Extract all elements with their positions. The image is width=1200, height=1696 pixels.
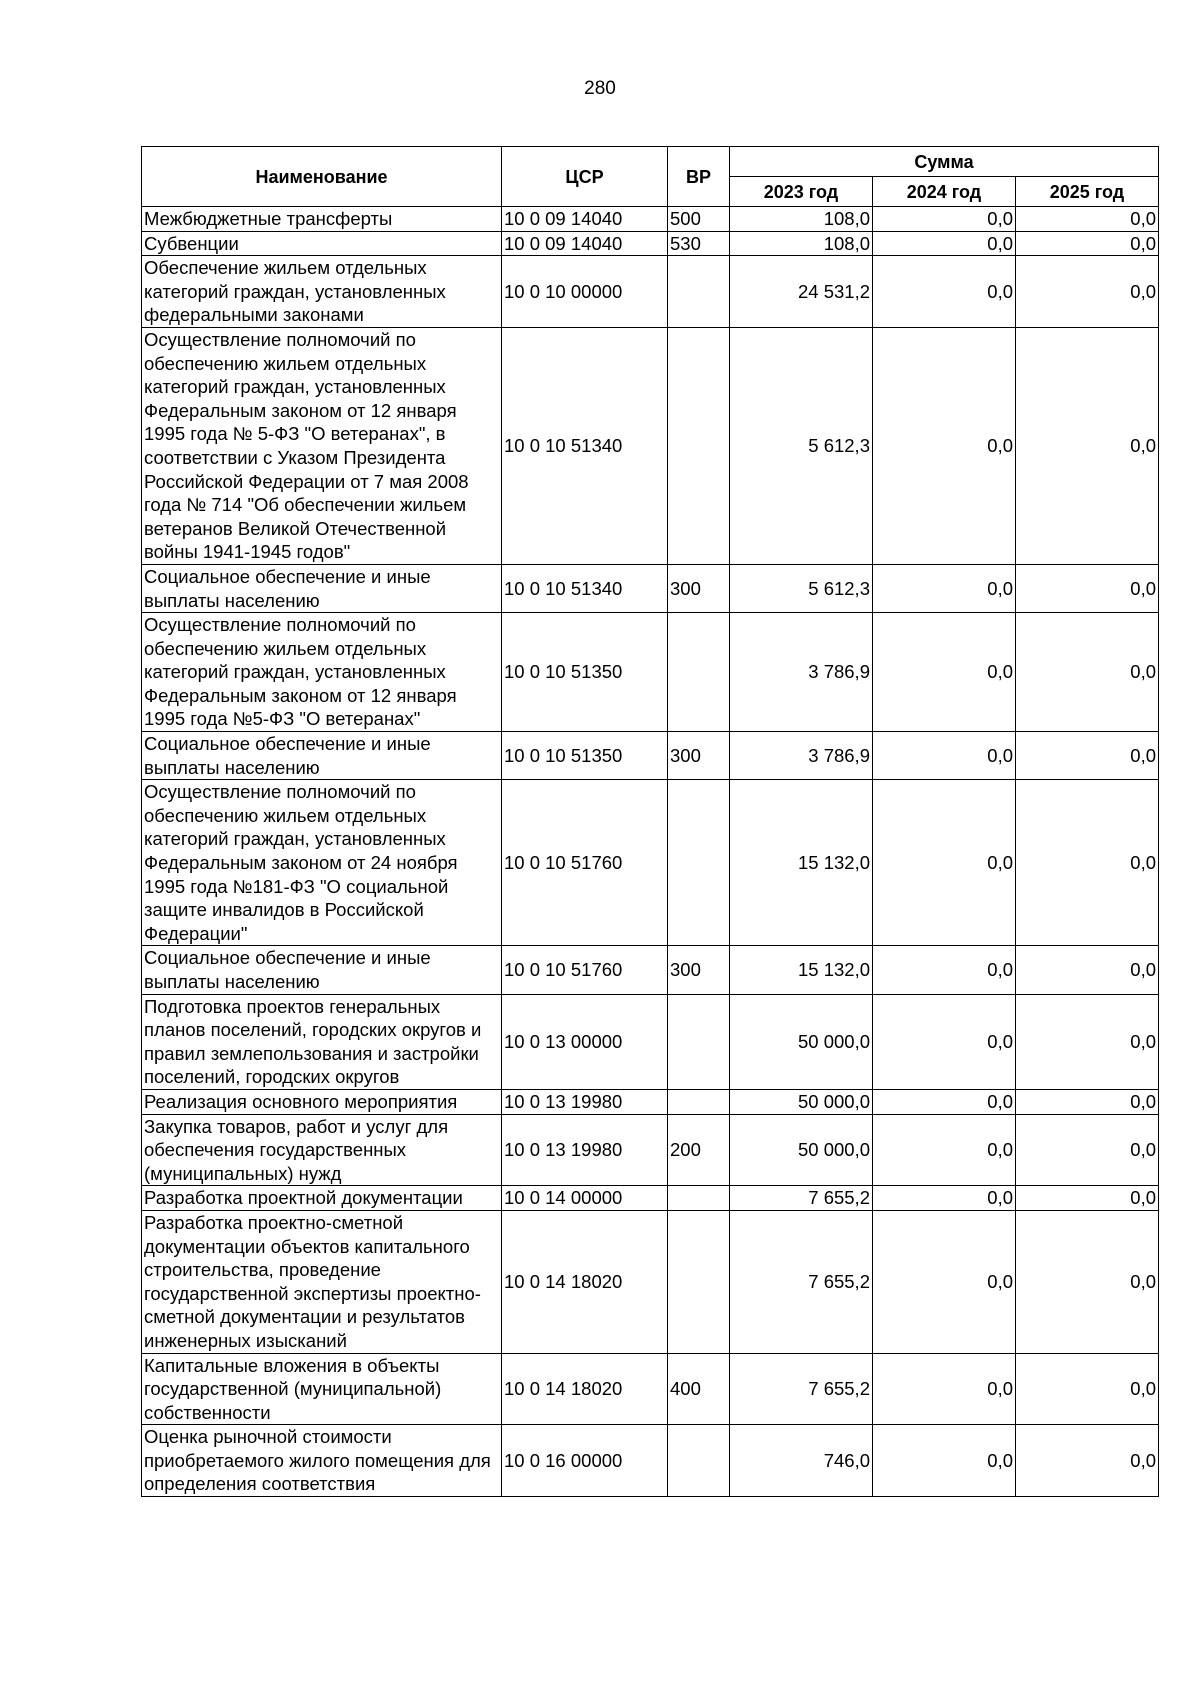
page-number: 280 [584,78,616,99]
row-csr: 10 0 14 00000 [502,1186,668,1211]
row-2023: 108,0 [730,231,873,256]
row-name: Обеспечение жильем отдельных категорий граждан, установленных федеральными законами [142,256,502,328]
row-name: Межбюджетные трансферты [142,207,502,232]
row-2023: 3 786,9 [730,613,873,732]
table-row [142,256,1159,328]
row-vr: 300 [668,564,730,612]
row-2024: 0,0 [873,1089,1016,1114]
row-2023: 15 132,0 [730,946,873,994]
row-2025: 0,0 [1016,732,1159,780]
row-2024: 0,0 [873,564,1016,612]
header-csr: ЦСР [502,147,668,207]
row-2024: 0,0 [873,207,1016,232]
table-row [142,1089,1159,1114]
row-vr [668,1186,730,1211]
row-2023: 50 000,0 [730,994,873,1089]
header-year-2024: 2024 год [873,177,1016,207]
row-csr: 10 0 09 14040 [502,231,668,256]
row-2023: 50 000,0 [730,1089,873,1114]
row-csr: 10 0 10 51760 [502,780,668,946]
row-csr: 10 0 14 18020 [502,1210,668,1353]
row-2023: 15 132,0 [730,780,873,946]
row-2023: 24 531,2 [730,256,873,328]
row-csr: 10 0 13 19980 [502,1114,668,1186]
table-row [142,1425,1159,1497]
row-2025: 0,0 [1016,564,1159,612]
row-name: Социальное обеспечение и иные выплаты населению [142,946,502,994]
row-csr: 10 0 10 51760 [502,946,668,994]
row-2024: 0,0 [873,1186,1016,1211]
row-name: Реализация основного мероприятия [142,1089,502,1114]
row-csr: 10 0 10 51350 [502,732,668,780]
table-row [142,564,1159,612]
row-2023: 50 000,0 [730,1114,873,1186]
table-row [142,1353,1159,1425]
row-2025: 0,0 [1016,1114,1159,1186]
row-2025: 0,0 [1016,1425,1159,1497]
row-2023: 7 655,2 [730,1186,873,1211]
row-2023: 3 786,9 [730,732,873,780]
row-2024: 0,0 [873,994,1016,1089]
row-vr [668,256,730,328]
row-2023: 5 612,3 [730,564,873,612]
row-2024: 0,0 [873,1210,1016,1353]
table-row [142,732,1159,780]
row-vr: 400 [668,1353,730,1425]
row-2023: 5 612,3 [730,327,873,564]
row-csr: 10 0 10 00000 [502,256,668,328]
row-vr: 500 [668,207,730,232]
row-csr: 10 0 10 51340 [502,564,668,612]
row-vr: 300 [668,732,730,780]
row-vr [668,1089,730,1114]
row-2025: 0,0 [1016,1186,1159,1211]
row-vr: 300 [668,946,730,994]
row-csr: 10 0 10 51340 [502,327,668,564]
header-name: Наименование [142,147,502,207]
row-2025: 0,0 [1016,231,1159,256]
budget-table [141,146,1159,1497]
row-vr: 200 [668,1114,730,1186]
row-2024: 0,0 [873,732,1016,780]
row-csr: 10 0 13 00000 [502,994,668,1089]
row-2025: 0,0 [1016,1089,1159,1114]
header-vr: ВР [668,147,730,207]
row-2025: 0,0 [1016,1353,1159,1425]
row-2025: 0,0 [1016,207,1159,232]
row-csr: 10 0 13 19980 [502,1089,668,1114]
row-name: Разработка проектно-сметной документации объектов капитального строительства, проведение государственной экспертизы проектно-сметной документации и результатов инженерных изысканий [142,1210,502,1353]
row-2023: 7 655,2 [730,1353,873,1425]
header-sum: Сумма [730,147,1159,177]
table-body [142,207,1159,1497]
row-2025: 0,0 [1016,1210,1159,1353]
row-2025: 0,0 [1016,994,1159,1089]
row-2025: 0,0 [1016,613,1159,732]
row-name: Осуществление полномочий по обеспечению жильем отдельных категорий граждан, установленных Федеральным законом от 12 января 1995 года № 5-ФЗ "О ветеранах", в соответствии с Указом Президента Российской Федерации от 7 мая 2008 года № 714 "Об обеспечении жильем ветеранов Великой Отечественной войны 1941-1945 годов" [142,327,502,564]
row-2024: 0,0 [873,613,1016,732]
table-row [142,946,1159,994]
row-2024: 0,0 [873,327,1016,564]
row-name: Субвенции [142,231,502,256]
row-csr: 10 0 14 18020 [502,1353,668,1425]
row-2025: 0,0 [1016,946,1159,994]
row-csr: 10 0 10 51350 [502,613,668,732]
row-vr [668,1425,730,1497]
row-2024: 0,0 [873,256,1016,328]
row-name: Разработка проектной документации [142,1186,502,1211]
table-row [142,1186,1159,1211]
table-row [142,994,1159,1089]
row-name: Социальное обеспечение и иные выплаты населению [142,564,502,612]
row-2023: 108,0 [730,207,873,232]
table-row [142,231,1159,256]
row-csr: 10 0 16 00000 [502,1425,668,1497]
table-header [142,147,1159,207]
header-year-2025: 2025 год [1016,177,1159,207]
row-vr [668,613,730,732]
row-2023: 7 655,2 [730,1210,873,1353]
row-2025: 0,0 [1016,327,1159,564]
row-vr [668,780,730,946]
row-name: Капитальные вложения в объекты государственной (муниципальной) собственности [142,1353,502,1425]
row-2024: 0,0 [873,1353,1016,1425]
row-2024: 0,0 [873,1114,1016,1186]
table-row [142,613,1159,732]
row-name: Закупка товаров, работ и услуг для обеспечения государственных (муниципальных) нужд [142,1114,502,1186]
row-name: Подготовка проектов генеральных планов поселений, городских округов и правил землепользования и застройки поселений, городских округов [142,994,502,1089]
row-vr: 530 [668,231,730,256]
table-row [142,780,1159,946]
row-vr [668,327,730,564]
row-2024: 0,0 [873,946,1016,994]
header-year-2023: 2023 год [730,177,873,207]
row-vr [668,994,730,1089]
table-row [142,1210,1159,1353]
row-name: Осуществление полномочий по обеспечению жильем отдельных категорий граждан, установленных Федеральным законом от 24 ноября 1995 года №181-ФЗ "О социальной защите инвалидов в Российской Федерации" [142,780,502,946]
row-2024: 0,0 [873,780,1016,946]
table-row [142,207,1159,232]
table-row [142,327,1159,564]
row-name: Осуществление полномочий по обеспечению жильем отдельных категорий граждан, установленных Федеральным законом от 12 января 1995 года №5-ФЗ "О ветеранах" [142,613,502,732]
row-2025: 0,0 [1016,256,1159,328]
row-2023: 746,0 [730,1425,873,1497]
row-2024: 0,0 [873,231,1016,256]
row-name: Оценка рыночной стоимости приобретаемого жилого помещения для определения соответствия [142,1425,502,1497]
row-csr: 10 0 09 14040 [502,207,668,232]
row-2025: 0,0 [1016,780,1159,946]
row-name: Социальное обеспечение и иные выплаты населению [142,732,502,780]
row-vr [668,1210,730,1353]
row-2024: 0,0 [873,1425,1016,1497]
table-row [142,1114,1159,1186]
